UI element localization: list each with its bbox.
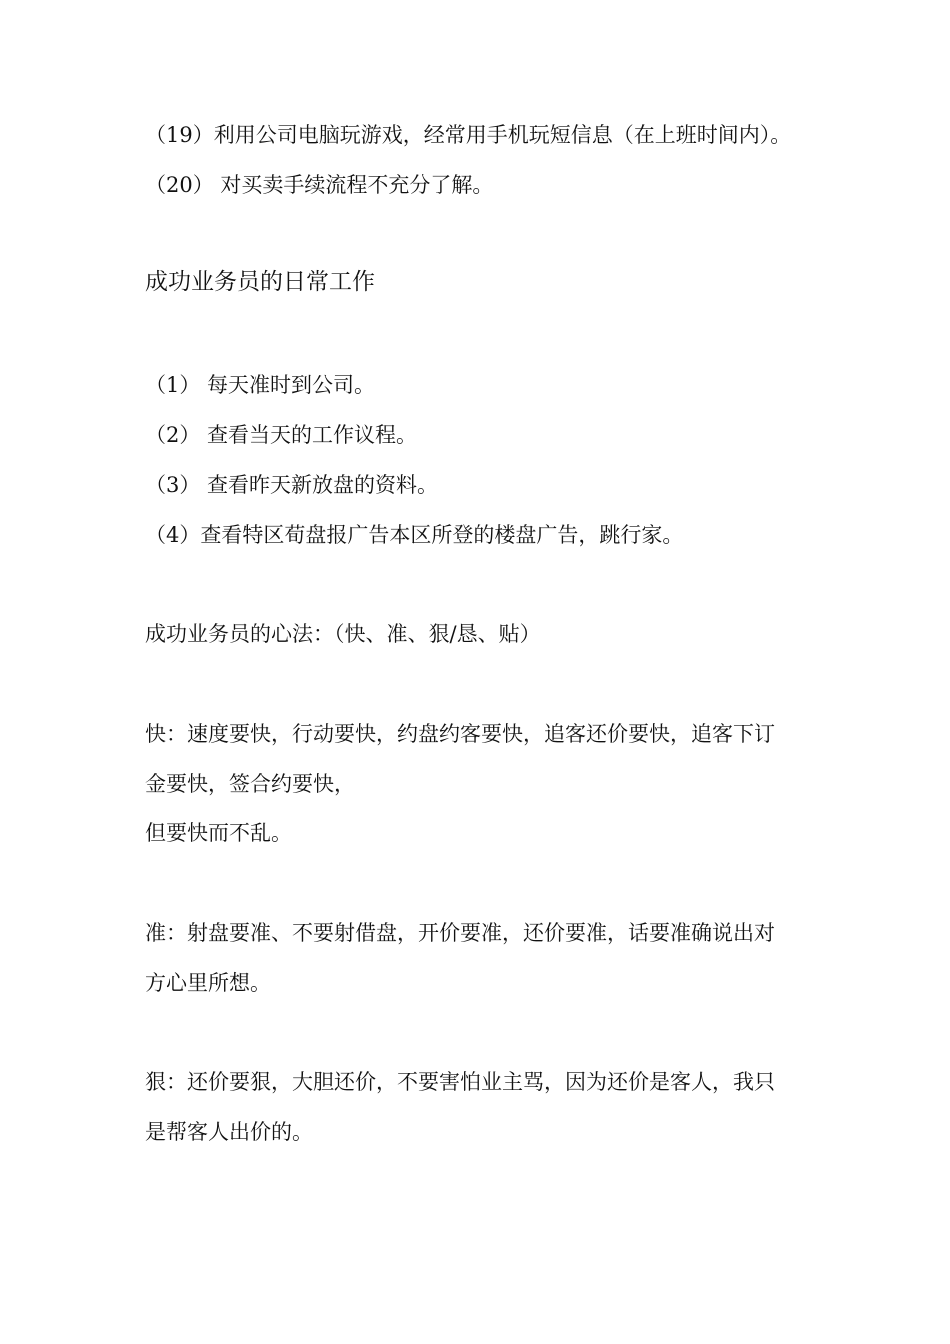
mindset-heading: 成功业务员的心法：（快、准、狠/恳、贴） (145, 622, 541, 646)
daily-item-2: （2） 查看当天的工作议程。 (145, 423, 418, 447)
list-item-19: （19）利用公司电脑玩游戏，经常用手机玩短信息（在上班时间内）。 (145, 123, 792, 147)
daily-work-heading: 成功业务员的日常工作 (145, 269, 375, 295)
daily-item-4: （4）查看特区荀盘报广告本区所登的楼盘广告，跳行家。 (145, 523, 684, 547)
fast-paragraph-line-2: 金要快，签合约要快， (145, 772, 355, 796)
fierce-paragraph-line-1: 狠：还价要狠，大胆还价，不要害怕业主骂，因为还价是客人，我只 (145, 1070, 775, 1094)
daily-item-3: （3） 查看昨天新放盘的资料。 (145, 473, 439, 497)
fierce-paragraph-line-2: 是帮客人出价的。 (145, 1120, 313, 1144)
list-item-20: （20） 对买卖手续流程不充分了解。 (145, 173, 494, 197)
accurate-paragraph-line-1: 准：射盘要准、不要射借盘，开价要准，还价要准，话要准确说出对 (145, 921, 775, 945)
fast-paragraph-line-3: 但要快而不乱。 (145, 821, 292, 845)
fast-paragraph-line-1: 快：速度要快，行动要快，约盘约客要快，追客还价要快，追客下订 (145, 722, 775, 746)
daily-item-1: （1） 每天准时到公司。 (145, 373, 376, 397)
accurate-paragraph-line-2: 方心里所想。 (145, 971, 271, 995)
